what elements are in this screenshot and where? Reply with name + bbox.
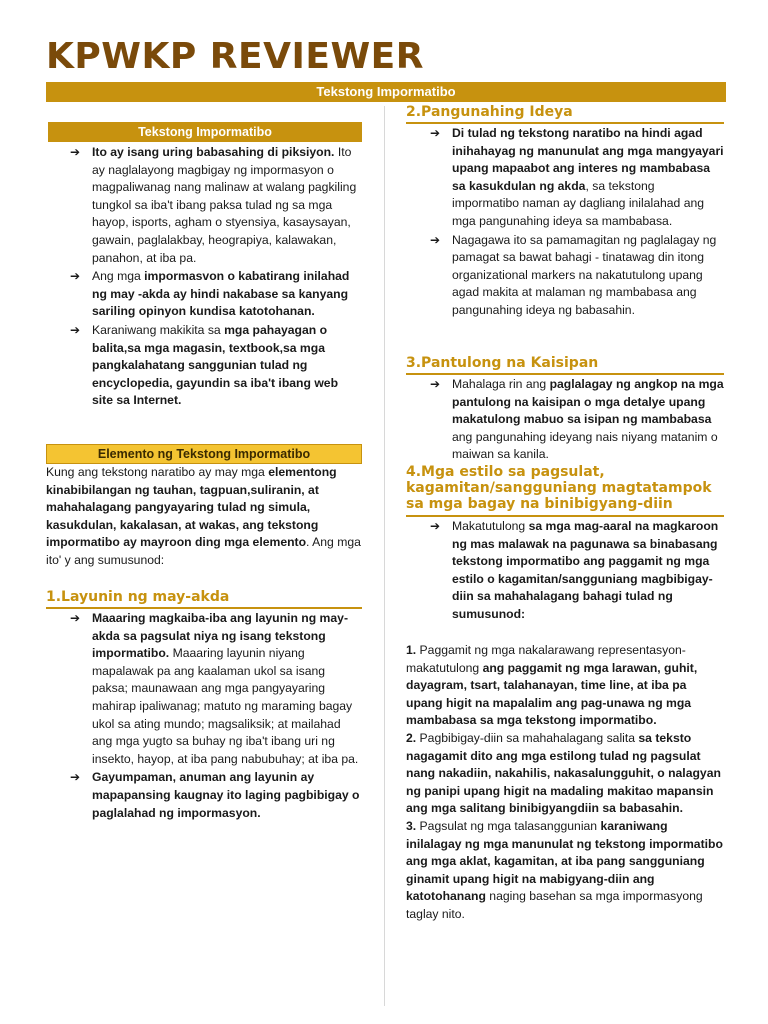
arrow-icon: ➔ (430, 126, 441, 140)
section-underline (46, 607, 362, 609)
bullet-bold-text: Ito ay isang uring babasahing di piksiyon. (92, 145, 335, 159)
bullet-item (46, 610, 362, 768)
arrow-icon: ➔ (70, 611, 81, 625)
bullet-bold-text: Di tulad ng tekstong naratibo na hindi agad inihahayag ng manunulat ang mga mangyayari upang mapaabot ang interes ng mambabasa sa kasukdulan ng akda (452, 126, 724, 193)
numbered-item: 3. Pagsulat ng mga talasanggunian karaniwang inilalagay ng mga manunulat ng tekstong impormatibo ang mga aklat, kagamitan, at iba pang sangguniang ginamit upang higit na mabigyang-diin ang katotohanang naging basehan sa mga impormasyong taglay nito. (406, 818, 723, 921)
bullet-bold-text: impormasvon o kabatirang inilahad ng may -akda ay hindi nakabase sa kanyang sariling opinyon kundisa katotohanan. (92, 269, 350, 319)
intro-bullets (46, 144, 362, 410)
pantulong-bullets (406, 376, 724, 464)
section-banner-elemento: Elemento ng Tekstong Impormatibo (46, 444, 362, 464)
arrow-icon: ➔ (70, 145, 81, 159)
arrow-icon: ➔ (430, 519, 441, 533)
bullet-text: Ito ay naglalayong magbigay ng impormasyon o magpaliwanag nang malinaw at walang pagkiling tungkol sa iba't ibang paksa tulad ng sa mga hayop, isports, agham o styensiya, kasaysayan, gawain, paglalakbay, heograpiya, kalawakan, panahon, at iba pa. (92, 145, 357, 265)
numbered-item: 2. Pagbibigay-diin sa mahahalagang salita sa teksto nagagamit dito ang mga estilong tulad ng pagsulat nang nakadiin, nakahilis, nakasalungguhit, o nalagyan ng panipi upang higit na madaling makitao mapansin ang mga salitang binibigyangdiin sa babasahin. (406, 730, 721, 816)
arrow-icon: ➔ (70, 770, 81, 785)
bullet-text: Ang mga (92, 269, 145, 284)
bullet-text: , sa tekstong impormatibo naman ay dagliang inilalahad ang mga pangunahing ideya sa mambabasa. (452, 178, 705, 228)
section-underline (406, 515, 724, 517)
bullet-text: Maaaring layunin niyang mapalawak pa ang kaalaman ukol sa isang paksa; maunawaan ang mga pangyayaring mahirap ipaliwanag; matuto ng maraming bagay ukol sa ating mundo; magsaliksik; at mailahad ang mga yugto sa buhay ng iba't ibang uri ng insekto, hayop, at iba pang nabubuhay; at iba pa. (92, 646, 359, 766)
bullet-item (406, 125, 724, 231)
section-banner-tekstong-impormatibo: Tekstong Impormatibo (48, 122, 362, 142)
bullet-item (46, 769, 362, 822)
arrow-icon: ➔ (70, 322, 81, 337)
bullet-item (46, 268, 362, 321)
bullet-bold-text: mga pahayagan o balita,sa mga magasin, textbook,sa mga pangkalahatang sanggunian tulad ng encyclopedia, gayundin sa iba't ibang web site sa Internet. (92, 322, 339, 408)
bullet-item: ➔ Makatutulong sa mga mag-aaral na magkaroon ng mas malawak na pagunawa sa binabasang tekstong impormatibo ang paggamit ng mga estilo o kagamitan/sangguniang magbibigay-diin sa mahahalagang bahagi tulad ng sumusunod: (430, 519, 719, 621)
bullet-bold-text: Maaaring magkaiba-iba ang layunin ng may-akda sa pagsulat niya ng isang tekstong impormatibo. (92, 611, 348, 661)
bullet-item: ➔ Mahalaga rin ang paglalagay ng angkop na mga pantulong na kaisipan o mga detalye upang makatulong mabuo sa isipan ng mambabasa ang pangunahing ideyang nais niyang matanim o maiwan sa kanila. (430, 377, 724, 462)
estilo-bullets (406, 518, 724, 624)
arrow-icon: ➔ (430, 377, 441, 391)
numbered-item: 1. Paggamit ng mga nakalarawang representasyon-makatutulong ang paggamit ng mga larawan, guhit, dayagram, tsart, talahanayan, time line, at iba pa upang higit na mapalalim ang pag-unawa ng mga mambabasa sa mga tekstong impormatibo. (406, 643, 698, 728)
section-heading-pantulong: 3.Pantulong na Kaisipan (406, 355, 599, 371)
bullet-text: Karaniwang makikita sa (92, 322, 225, 337)
elemento-paragraph: Kung ang tekstong naratibo ay may mga elementong kinabibilangan ng tauhan, tagpuan,suliranin, at mahahalagang pangyayaring tulad ng simula, kasukdulan, kakalasan, at wakas, ang tekstong impormatibo ay mayroon ding mga elemento. Ang mga ito' y ang sumusunod: (46, 465, 361, 567)
section-underline (406, 373, 724, 375)
section-underline (406, 122, 724, 124)
section-heading-layunin: 1.Layunin ng may-akda (46, 589, 230, 605)
bullet-item (46, 144, 362, 267)
bullet-item (46, 322, 362, 410)
arrow-icon: ➔ (430, 232, 441, 247)
page-title: KPWKP REVIEWER (46, 36, 424, 77)
bullet-item (406, 232, 724, 320)
bullet-text: Nagagawa ito sa pamamagitan ng paglalagay ng pamagat sa bawat bahagi - tinatawag din itong organizational markers na nakatutulong upang agad makita at malaman ng mambabasa ang pangunahing ideya ng babasahin. (452, 232, 717, 317)
pangunahing-ideya-bullets (406, 125, 724, 320)
column-divider (384, 106, 385, 1006)
numbered-list (406, 642, 724, 924)
section-heading-estilo: 4.Mga estilo sa pagsulat, kagamitan/sangguniang magtatampok sa mga bagay na binibigyang-diin (406, 464, 712, 512)
bullet-bold-text: Gayumpaman, anuman ang layunin ay mapapansing kaugnay ito laging pagbibigay o paglalahad ng impormasyon. (92, 770, 360, 820)
section-heading-pangunahing-ideya: 2.Pangunahing Ideya (406, 104, 573, 120)
arrow-icon: ➔ (70, 269, 81, 284)
top-banner: Tekstong Impormatibo (46, 82, 726, 102)
layunin-bullets (46, 610, 362, 822)
